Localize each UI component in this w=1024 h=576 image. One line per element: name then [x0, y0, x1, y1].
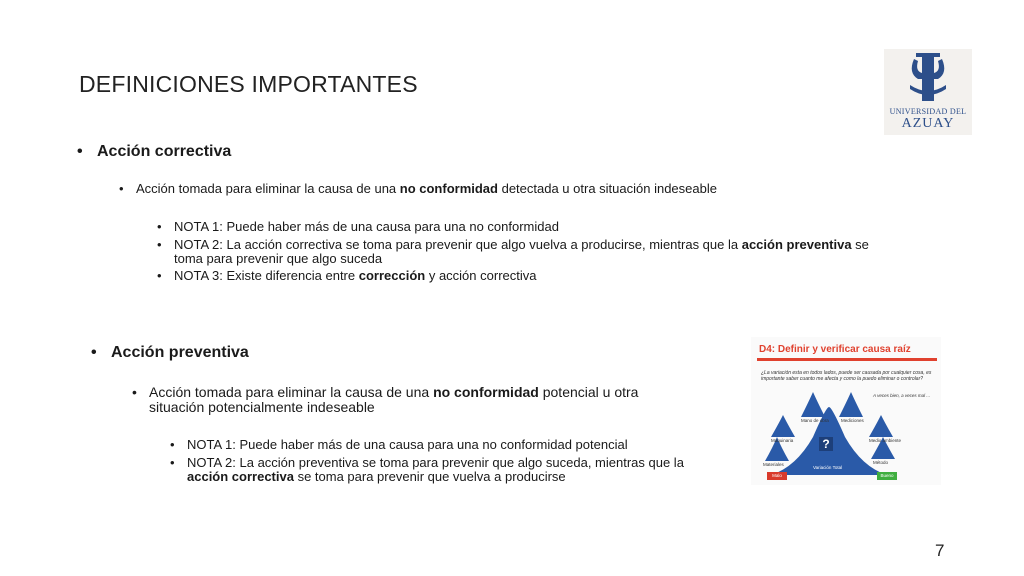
heading-accion-correctiva [97, 143, 231, 161]
university-logo [884, 49, 972, 135]
root-cause-figure [751, 337, 941, 485]
logo-text-line2: AZUAY [901, 116, 955, 131]
logo-text-line1: UNIVERSIDAD DEL [889, 107, 967, 116]
correctiva-nota1: • NOTA 1: Puede haber más de una causa para una no conformidad [174, 220, 874, 234]
preventiva-nota2: • NOTA 2: La acción preventiva se toma para prevenir que algo suceda, mientras que la acción correctiva se toma para prevenir que vuelva a producirse [187, 456, 707, 484]
preventiva-nota1: • NOTA 1: Puede haber más de una causa para una no conformidad potencial [187, 438, 707, 452]
label-medio: Medio ambiente [869, 438, 902, 443]
label-malo: Malo [772, 473, 782, 478]
label-maquinaria: Maquinaria [771, 438, 794, 443]
figure-title-underline [757, 358, 937, 361]
question-mark-icon: ? [819, 437, 833, 451]
correctiva-nota3: • NOTA 3: Existe diferencia entre corrección y acción correctiva [174, 269, 874, 283]
label-metodo: Método [873, 460, 889, 465]
label-materiales: Materiales [763, 462, 784, 467]
figure-question: ¿La variación esta en todos lados, puede ser causada por cualquier cosa, es importante saber cuanto me afecta y como la puedo eliminar o controlar? [761, 370, 932, 382]
page-number: 7 [935, 541, 945, 560]
label-mediciones: Mediciones [841, 418, 864, 423]
heading-label: Acción correctiva [97, 143, 232, 160]
bell-maquinaria [771, 415, 795, 437]
label-mano: Mano de obra [801, 418, 829, 423]
slide-title: DEFINICIONES IMPORTANTES [79, 71, 418, 97]
heading-label: Acción preventiva [111, 344, 249, 361]
figure-note: A veces bien, a veces mal ... [873, 393, 931, 398]
bell-medio [869, 415, 893, 437]
preventiva-definition: • Acción tomada para eliminar la causa de una no conformidad potencial u otra situación potencialmente indeseable [149, 385, 689, 415]
bell-mano [801, 392, 825, 417]
correctiva-nota2: • NOTA 2: La acción correctiva se toma para prevenir que algo vuelva a producirse, mientras que la acción preventiva se toma para prevenir que algo suceda [174, 238, 899, 266]
heading-accion-preventiva [111, 344, 249, 362]
logo-emblem-icon [884, 49, 972, 109]
label-variacion: Variación Total [813, 465, 843, 470]
correctiva-definition: • Acción tomada para eliminar la causa de una no conformidad detectada u otra situación indeseable [136, 182, 836, 196]
figure-title: D4: Definir y verificar causa raíz [759, 344, 911, 355]
label-bueno: Bueno [880, 473, 894, 478]
bell-mediciones [839, 392, 863, 417]
